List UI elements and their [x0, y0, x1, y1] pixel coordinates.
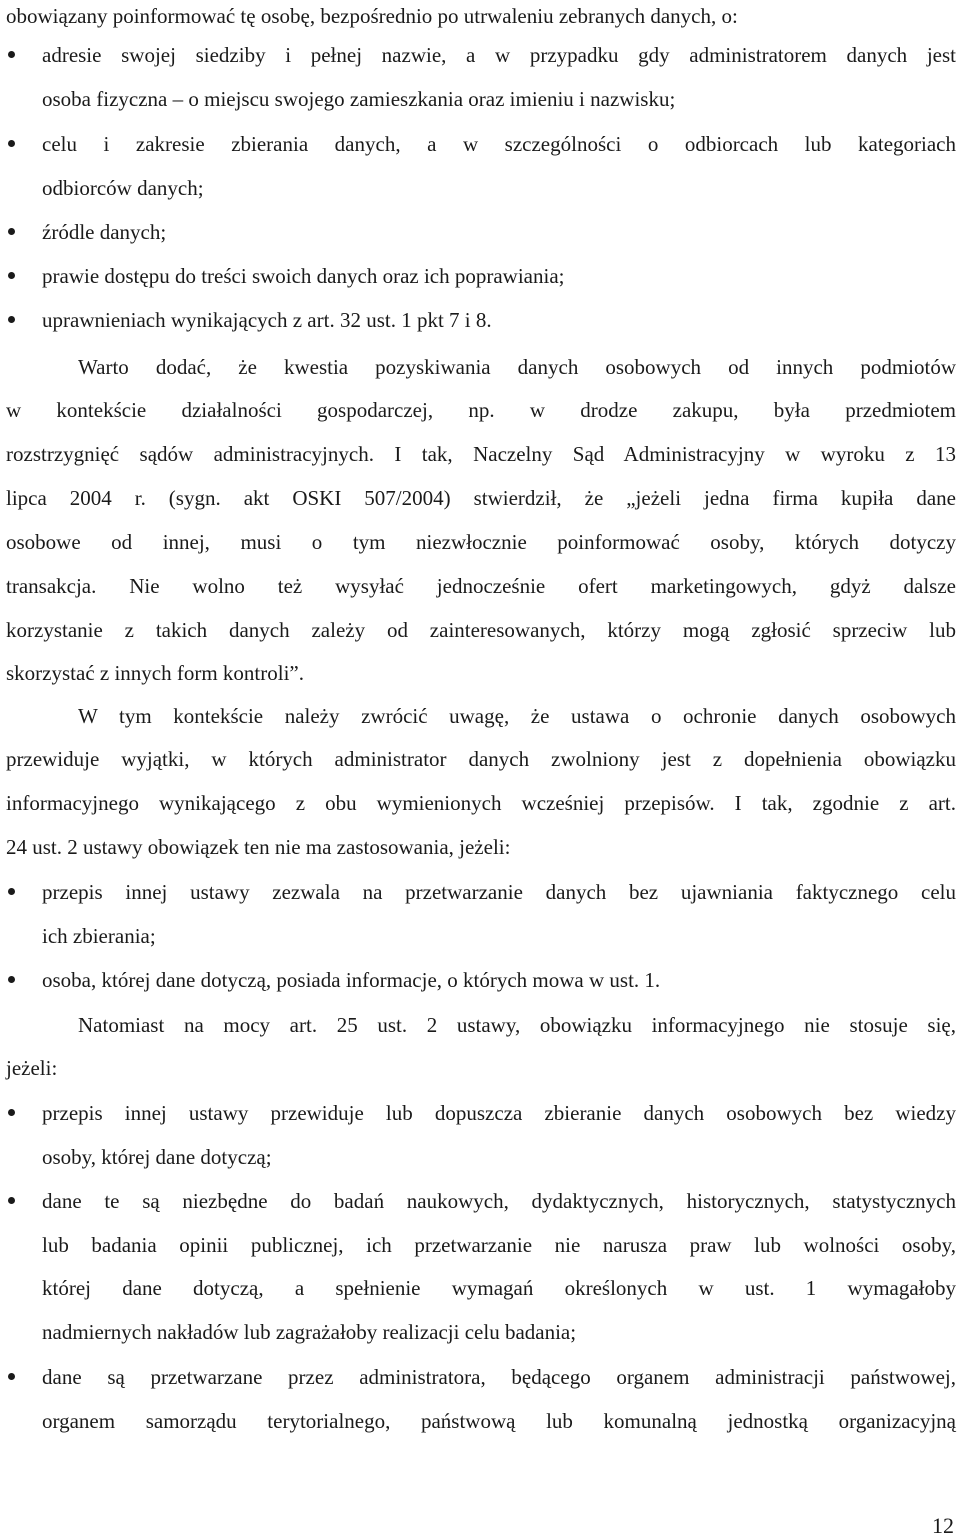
- bullet-icon: [6, 138, 18, 150]
- bullet-icon: [6, 886, 18, 898]
- paragraph-line: przewiduje wyjątki, w których administrator danych zwolniony jest z dopełnienia obowiązku: [6, 747, 956, 771]
- text-line: obowiązany poinformować tę osobę, bezpośrednio po utrwaleniu zebranych danych, o:: [6, 4, 738, 28]
- paragraph-line: W tym kontekście należy zwrócić uwagę, że ustawa o ochronie danych osobowych: [78, 704, 956, 728]
- bullet-icon: [6, 314, 18, 326]
- bullet-icon: [6, 1195, 18, 1207]
- paragraph-line: transakcja. Nie wolno też wysyłać jednocześnie ofert marketingowych, gdyż dalsze: [6, 574, 956, 598]
- paragraph-line: 24 ust. 2 ustawy obowiązek ten nie ma zastosowania, jeżeli:: [6, 835, 511, 859]
- bullet-icon: [6, 1371, 18, 1383]
- list-item-text: dane są przetwarzane przez administratora, będącego organem administracji państwowej,: [42, 1365, 956, 1389]
- bullet-icon: [6, 49, 18, 61]
- page-number: 12: [932, 1513, 954, 1538]
- bullet-icon: [6, 270, 18, 282]
- list-item-text: organem samorządu terytorialnego, państwową lub komunalną jednostką organizacyjną: [42, 1409, 956, 1433]
- paragraph-line: jeżeli:: [6, 1056, 58, 1080]
- list-item-text: osoba, której dane dotyczą, posiada informacje, o których mowa w ust. 1.: [42, 968, 661, 992]
- list-item-text: adresie swojej siedziby i pełnej nazwie, a w przypadku gdy administratorem danych jest: [42, 43, 956, 67]
- list-item-text: dane te są niezbędne do badań naukowych, dydaktycznych, historycznych, statystycznych: [42, 1189, 956, 1213]
- list-item-text: lub badania opinii publicznej, ich przetwarzanie nie narusza praw lub wolności osoby,: [42, 1233, 956, 1257]
- paragraph-line: rozstrzygnięć sądów administracyjnych. I tak, Naczelny Sąd Administracyjny w wyroku z 13: [6, 442, 956, 466]
- paragraph-line: lipca 2004 r. (sygn. akt OSKI 507/2004) stwierdził, że „jeżeli jedna firma kupiła dane: [6, 486, 956, 510]
- list-item-text: odbiorców danych;: [42, 176, 204, 200]
- list-item-text: przepis innej ustawy przewiduje lub dopuszcza zbieranie danych osobowych bez wiedzy: [42, 1101, 956, 1125]
- list-item-text: źródle danych;: [42, 220, 167, 244]
- bullet-icon: [6, 226, 18, 238]
- paragraph-line: informacyjnego wynikającego z obu wymienionych wcześniej przepisów. I tak, zgodnie z art.: [6, 791, 956, 815]
- paragraph-line: skorzystać z innych form kontroli”.: [6, 661, 304, 685]
- bullet-icon: [6, 974, 18, 986]
- list-item-text: prawie dostępu do treści swoich danych oraz ich poprawiania;: [42, 264, 565, 288]
- list-item-text: przepis innej ustawy zezwala na przetwarzanie danych bez ujawniania faktycznego celu: [42, 880, 956, 904]
- list-item-text: której dane dotyczą, a spełnienie wymagań określonych w ust. 1 wymagałoby: [42, 1276, 956, 1300]
- list-item-text: nadmiernych nakładów lub zagrażałoby realizacji celu badania;: [42, 1320, 577, 1344]
- list-item-text: ich zbierania;: [42, 924, 156, 948]
- list-item-text: osoby, której dane dotyczą;: [42, 1145, 272, 1169]
- list-item-text: uprawnieniach wynikających z art. 32 ust. 1 pkt 7 i 8.: [42, 308, 492, 332]
- list-item-text: celu i zakresie zbierania danych, a w szczególności o odbiorcach lub kategoriach: [42, 132, 956, 156]
- list-item-text: osoba fizyczna – o miejscu swojego zamieszkania oraz imieniu i nazwisku;: [42, 87, 676, 111]
- paragraph-line: osobowe od innej, musi o tym niezwłocznie poinformować osoby, których dotyczy: [6, 530, 956, 554]
- paragraph-line: w kontekście działalności gospodarczej, np. w drodze zakupu, była przedmiotem: [6, 398, 956, 422]
- paragraph-line: korzystanie z takich danych zależy od zainteresowanych, którzy mogą zgłosić sprzeciw lub: [6, 618, 956, 642]
- paragraph-line: Warto dodać, że kwestia pozyskiwania danych osobowych od innych podmiotów: [78, 355, 956, 379]
- bullet-icon: [6, 1107, 18, 1119]
- paragraph-line: Natomiast na mocy art. 25 ust. 2 ustawy, obowiązku informacyjnego nie stosuje się,: [78, 1013, 956, 1037]
